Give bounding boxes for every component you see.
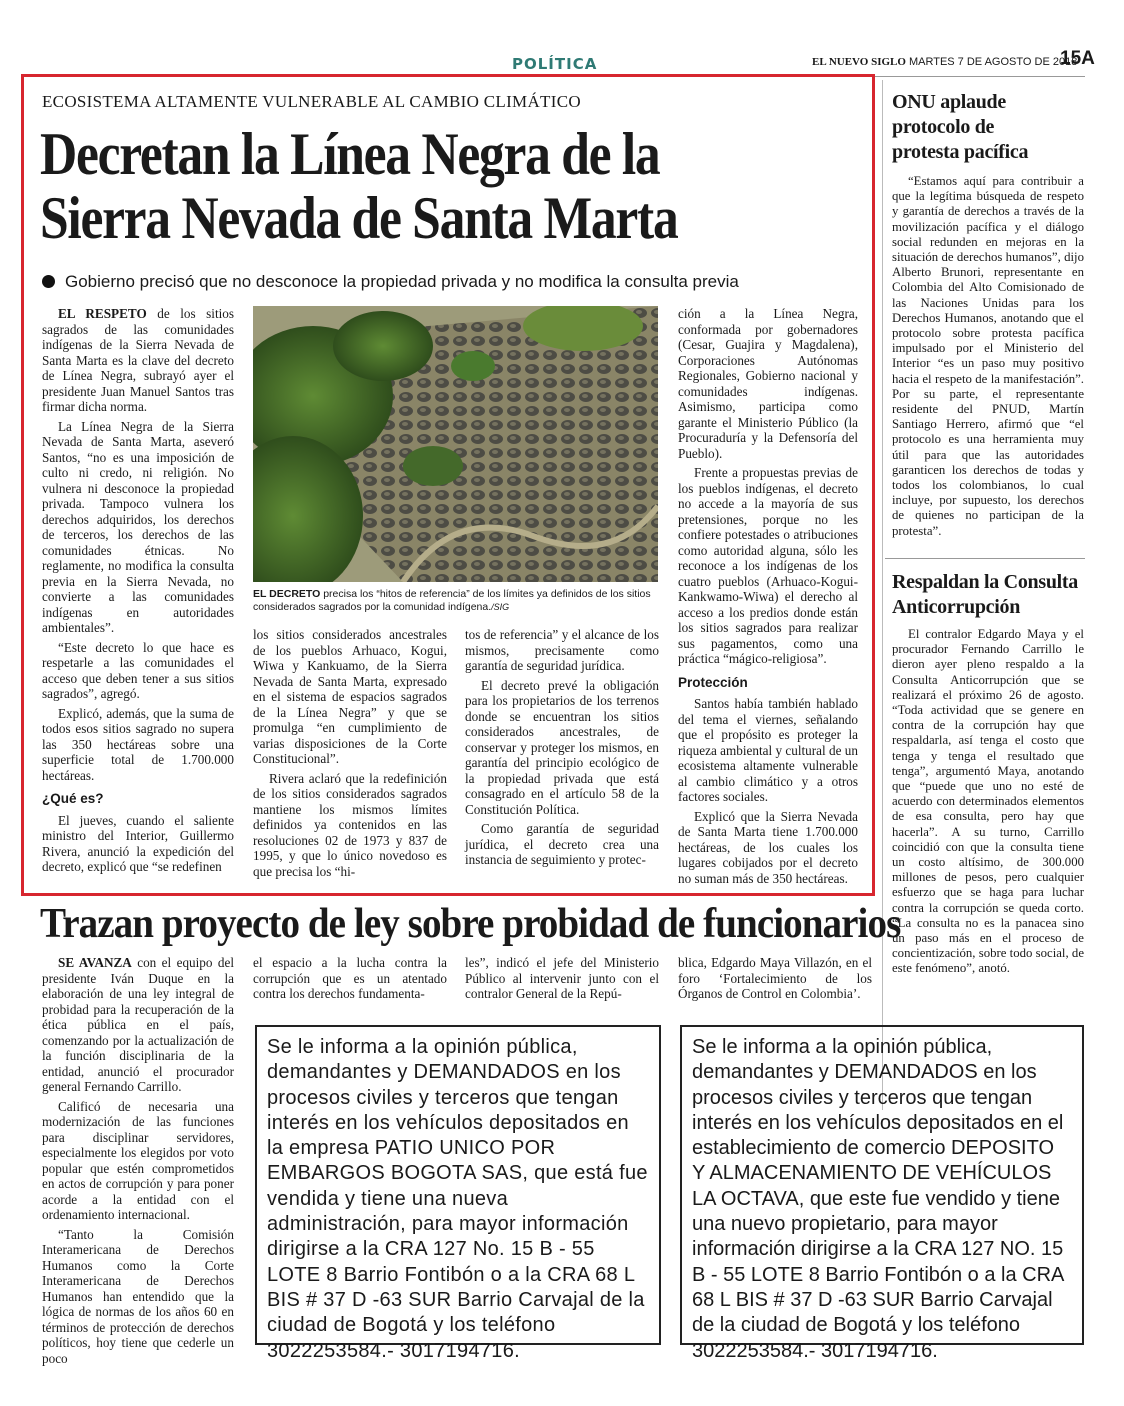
masthead [812, 56, 1077, 68]
article-kicker: ECOSISTEMA ALTAMENTE VULNERABLE AL CAMBIO CLIMÁTICO [42, 92, 581, 111]
second-article-column-1 [42, 955, 234, 1370]
section-label: POLÍTICA [512, 55, 598, 73]
caption-credit: /SIG [491, 602, 510, 612]
newspaper-name: EL NUEVO SIGLO [812, 56, 906, 68]
paragraph: Explicó, además, que la suma de todos esos sitios sagrado no supera las 350 hectáreas sobre una superficie total de 1.700.000 hectáreas. [42, 705, 234, 783]
second-article-column-4 [678, 955, 872, 1006]
issue-date: MARTES 7 DE AGOSTO DE 2018 [908, 56, 1078, 68]
photo-caption [253, 588, 658, 614]
paragraph: La Línea Negra de la Sierra Nevada de Santa Marta, aseveró Santos, “no es una imposición de culto ni credo, ni religión. No vulnera ni desconoce la propiedad privada. Tampoco vulnera los derechos adquiridos, los derechos de terceros, los derechos de las comunidades étnicas. No reglamente, no modifica la consulta previa en la Sierra Nevada, no convierte a las comunidades indígenas en autoridades ambientales”. [42, 418, 234, 635]
legal-notice-ad-1: Se le informa a la opinión pública, demandantes y DEMANDADOS en los procesos civiles y terceros que tengan interés en los vehículos depositados en la empresa PATIO UNICO POR EMBARGOS BOGOTA SAS, que está fue vendida y tiene una nueva administración, para mayor información dirigirse a la CRA 127 No. 15 B - 55 LOTE 8 Barrio Fontibón o a la CRA 68 L BIS # 37 D -63 SUR Barrio Carvajal de la ciudad de Bogotá y los teléfono 3022253584.- 3017194716. [255, 1025, 661, 1345]
paragraph: el espacio a la lucha contra la corrupción que es un atentado contra los derechos fundamenta- [253, 955, 447, 1001]
sidebar-body-1 [892, 174, 1084, 543]
headline-line-2: Sierra Nevada de Santa Marta [40, 185, 678, 251]
caption-text: precisa los “hitos de referencia” de los límites ya definidos de los sitios considerados sagrados por la comunidad indígena. [253, 588, 651, 613]
second-article-column-3 [465, 955, 659, 1006]
article-column-2 [253, 627, 447, 883]
bullet-icon [42, 275, 55, 288]
paragraph: El jueves, cuando el saliente ministro del Interior, Guillermo Rivera, anunció la expedición del decreto, explicó que “se redefinen [42, 812, 234, 874]
paragraph: con el equipo del presidente Iván Duque en la elaboración de una ley integral de probidad para la recuperación de la ética pública en el país, comenzando por la actualización de la función disciplinaria de la entidad, anunció el procurador general Fernando Carrillo. [42, 955, 235, 1094]
article-column-4 [678, 306, 858, 890]
sidebar-divider [882, 80, 883, 1110]
article-column-1 [42, 306, 234, 879]
caption-lead: EL DECRETO [253, 588, 321, 600]
paragraph: Frente a propuestas previas de los pueblos indígenas, el decreto no accede a la mayoría de sus pretensiones, porque no les confiere potestades o atribuciones como autoridad alguna, sólo les reconoce a los indígenas de los cuatro pueblos (Arhuaco-Kogui-Kankwamo-Wiwa) el derecho al acceso a los predios donde están los sitios sagrados para realizar sus pagamentos, como una práctica “mágico-religiosa”. [678, 465, 858, 666]
paragraph: blica, Edgardo Maya Villazón, en el foro ‘Fortalecimiento de los Órganos de Control en Colombia’. [678, 955, 872, 1001]
aerial-village-photo [253, 306, 658, 582]
lead-caps: SE AVANZA [58, 955, 132, 970]
paragraph: tos de referencia” y el alcance de los mismos, precisamente como garantía de seguridad jurídica. [465, 627, 659, 673]
sidebar-title: ONU aplaude protocolo de protesta pacífica [892, 91, 1029, 163]
second-article-column-2 [253, 955, 447, 1006]
lead-caps: EL RESPETO [58, 306, 147, 321]
paragraph: Rivera aclaró que la redefinición de los sitios considerados sagrados mantiene los mismos límites definidos ya contenidos en las resoluciones 02 de 1973 y 837 de 1995, y que lo único novedoso es que precisa los “hi- [253, 770, 447, 879]
paragraph: “Este decreto lo que hace es respetarle a las comunidades el acceso que deben tener a sus sitios sagrados”, agregó. [42, 639, 234, 701]
legal-notice-ad-2: Se le informa a la opinión pública, demandantes y DEMANDADOS en los procesos civiles y terceros que tengan interés en los vehículos depositados en el establecimiento de comercio DEPOSITO Y ALMACENAMIENTO DE VEHÍCULOS LA OCTAVA, que este fue vendido y tiene una nuevo propietario, para mayor información dirigirse a la CRA 127 NO. 15 B - 55 LOTE 8 Barrio Fontibón o a la CRA 68 L BIS # 37 D -63 SUR Barrio Carvajal de la ciudad de Bogotá y los teléfono 3022253584.- 3017194716. [680, 1025, 1084, 1345]
paragraph: Como garantía de seguridad jurídica, el decreto crea una instancia de seguimiento y protec- [465, 821, 659, 867]
page-number: 15A [1060, 48, 1095, 69]
paragraph: Calificó de necesaria una modernización de las funciones para disciplinar servidores, especialmente los elegidos por voto popular que estén comprometidos en actos de corrupción y para poner acorde a la entidad con el ordenamiento internacional. [42, 1098, 234, 1222]
subhead-text: Gobierno precisó que no desconoce la propiedad privada y no modifica la consulta previa [65, 272, 739, 291]
sidebar-title: Respaldan la Consulta Anticorrupción [892, 571, 1078, 618]
subsection-heading: ¿Qué es? [42, 791, 104, 806]
paragraph: El contralor Edgardo Maya y el procurador Fernando Carrillo le dieron ayer pleno respaldo a la Consulta Anticorrupción que se realizará el próximo 26 de agosto. “Toda actividad que se genere en contra de la corrupción hay que respaldarla, así tenga el costo que tenga y tenga el resultado que tenga”, argumentó Maya, anotando que “puede que uno no esté de acuerdo con determinados elementos de esa consulta, pero hay que hacerla”. A su turno, Carrillo coincidió con que la consulta tiene un costo altísimo, de 300.000 millones de pesos, pero cualquier esfuerzo que se haga para luchar contra la corrupción se queda corto. “La consulta no es la panacea sino un paso más en el proceso de concientización, sobre todo social, de este fenómeno”, anotó. [892, 627, 1084, 976]
paragraph: los sitios considerados ancestrales de los pueblos Arhuaco, Kogui, Wiwa y Kankuamo, de la Sierra Nevada de Santa Marta, expresado en el sistema de espacios sagrados de la Línea Negra” y que se promulga “en cumplimiento de varias disposiciones de la Corte Constitucional”. [253, 627, 447, 766]
article-column-3 [465, 627, 659, 872]
paragraph: “Estamos aquí para contribuir a que la legítima búsqueda de respeto y garantía de derechos a través de la movilización pacífica y el diálogo social redunden en mejoras en la situación de derechos humanos”, dijo Alberto Brunori, representante en Colombia del Alto Comisionado de las Naciones Unidas para los Derechos Humanos, anotando que el protocolo sobre protesta pacífica impulsado por el Ministerio del Interior “es un paso muy positivo hacia el respeto de la manifestación”. Por su parte, el representante residente del PNUD, Martín Santiago Herrero, afirmó que “el protocolo es una herramienta muy útil para que las autoridades garanticen los derechos de todas y todos los colombianos, lo cual incluye, por supuesto, los derechos de quienes no participan de la protesta”. [892, 174, 1084, 538]
paragraph: ción a la Línea Negra, conformada por gobernadores (Cesar, Guajira y Magdalena), Corporaciones Autónomas Regionales, Gobierno nacional y comunidades indígenas. Asimismo, participa como garante el Ministerio Público (la Procuraduría y la Defensoría del Pueblo). [678, 306, 858, 461]
subsection-heading: Protección [678, 674, 748, 690]
sidebar-story-1 [892, 90, 1062, 165]
paragraph: “Tanto la Comisión Interamericana de Derechos Humanos como la Corte Interamericana de Derechos Humanos han entendido que la lógica de normas de los años 60 en términos de protección de derechos políticos, hoy tiene que cederle un poco [42, 1226, 234, 1366]
photo-illustration [253, 306, 658, 582]
paragraph: les”, indicó el jefe del Ministerio Público al intervenir junto con el contralor General de la Repú- [465, 955, 659, 1001]
sidebar-body-2 [892, 627, 1084, 981]
sidebar-separator [885, 558, 1085, 559]
paragraph: Santos había también hablado del tema el viernes, señalando que el propósito es proteger la riqueza ambiental y cultural de un ecosistema altamente vulnerable al cambio climático y a otros factores sociales. [678, 696, 858, 804]
article-subhead [42, 272, 739, 292]
paragraph: El decreto prevé la obligación para los propietarios de los terrenos donde se encuentran los sitios considerados ancestrales, de conservar y proteger los mismos, en garantía del principio ecológico de la propiedad privada que está consagrado en el artículo 58 de la Constitución Política. [465, 677, 659, 817]
second-article-headline: Trazan proyecto de ley sobre probidad de funcionarios [40, 901, 901, 947]
paragraph: de los sitios sagrados de las comunidades indígenas de la Sierra Nevada de Santa Marta es la clave del decreto de Línea Negra, subrayó ayer el presidente Juan Manuel Santos tras firmar dicha norma. [42, 306, 234, 414]
paragraph: Explicó que la Sierra Nevada de Santa Marta tiene 1.700.000 hectáreas, de los cuales los lugares cobijados por el decreto no suman más de 350 hectáreas. [678, 808, 858, 886]
article-headline [40, 122, 745, 250]
headline-line-1: Decretan la Línea Negra de la [40, 121, 660, 187]
